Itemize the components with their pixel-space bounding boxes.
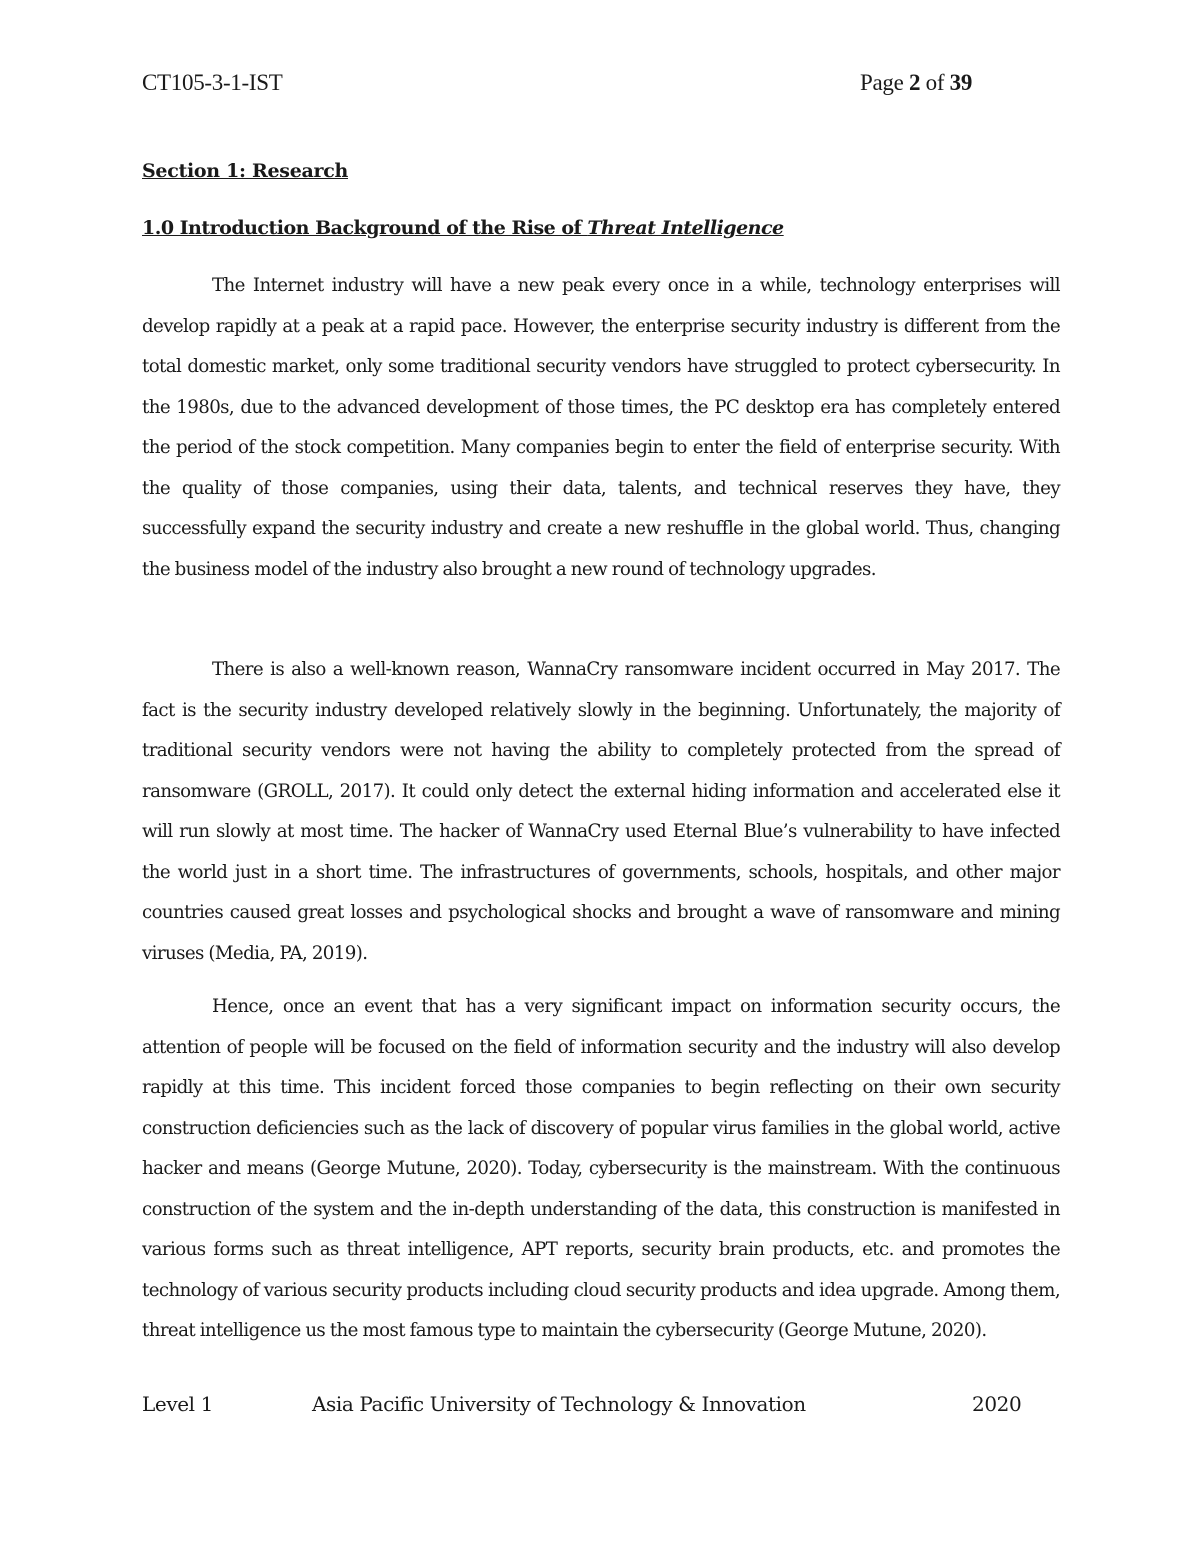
page-total: 39 (949, 70, 973, 95)
course-code: CT105-3-1-IST (142, 70, 283, 95)
section-title: Section 1: Research (142, 160, 348, 182)
page-of: of (920, 70, 950, 95)
page-prefix: Page (860, 70, 909, 95)
footer-university: Asia Pacific University of Technology & Innovation (312, 1392, 806, 1416)
page-number: 2 (908, 70, 921, 95)
subsection-title-italic: Threat Intelligence (587, 217, 784, 239)
paragraph-2-block (142, 650, 1060, 974)
paragraph: The Internet industry will have a new peak every once in a while, technology enterprises will develop rapidly at a peak at a rapid pace. However, the enterprise security industry is different from the total domestic market, only some traditional security vendors have struggled to protect cybersecurity. In the 1980s, due to the advanced development of those times, the PC desktop era has completely entered the period of the stock competition. Many companies begin to enter the field of enterprise security. With the quality of those companies, using their data, talents, and technical reserves they have, they successfully expand the security industry and create a new reshuffle in the global world. Thus, changing the business model of the industry also brought a new round of technology upgrades. (142, 275, 1060, 580)
paragraph-3-block (142, 987, 1060, 1352)
page-indicator (860, 70, 972, 96)
paragraph: Hence, once an event that has a very significant impact on information security occurs, the attention of people will be focused on the field of information security and the industry will also develop rapidly at this time. This incident forced those companies to begin reflecting on their own security construction deficiencies such as the lack of discovery of popular virus families in the global world, active hacker and means (George Mutune, 2020). Today, cybersecurity is the mainstream. With the continuous construction of the system and the in-depth understanding of the data, this construction is manifested in various forms such as threat intelligence, APT reports, security brain products, etc. and promotes the technology of various security products including cloud security products and idea upgrade. Among them, threat intelligence us the most famous type to maintain the cybersecurity (George Mutune, 2020). (142, 996, 1060, 1341)
paragraph: There is also a well-known reason, WannaCry ransomware incident occurred in May 2017. The fact is the security industry developed relatively slowly in the beginning. Unfortunately, the majority of traditional security vendors were not having the ability to completely protected from the spread of ransomware (GROLL, 2017). It could only detect the external hiding information and accelerated else it will run slowly at most time. The hacker of WannaCry used Eternal Blue’s vulnerability to have infected the world just in a short time. The infrastructures of governments, schools, hospitals, and other major countries caused great losses and psychological shocks and brought a wave of ransomware and mining viruses (Media, PA, 2019). (142, 659, 1060, 964)
footer-year: 2020 (972, 1392, 1022, 1416)
footer-level: Level 1 (142, 1392, 213, 1416)
subsection-title (142, 217, 784, 239)
paragraph-1-block (142, 266, 1060, 590)
subsection-title-plain: 1.0 Introduction Background of the Rise of (142, 217, 588, 239)
